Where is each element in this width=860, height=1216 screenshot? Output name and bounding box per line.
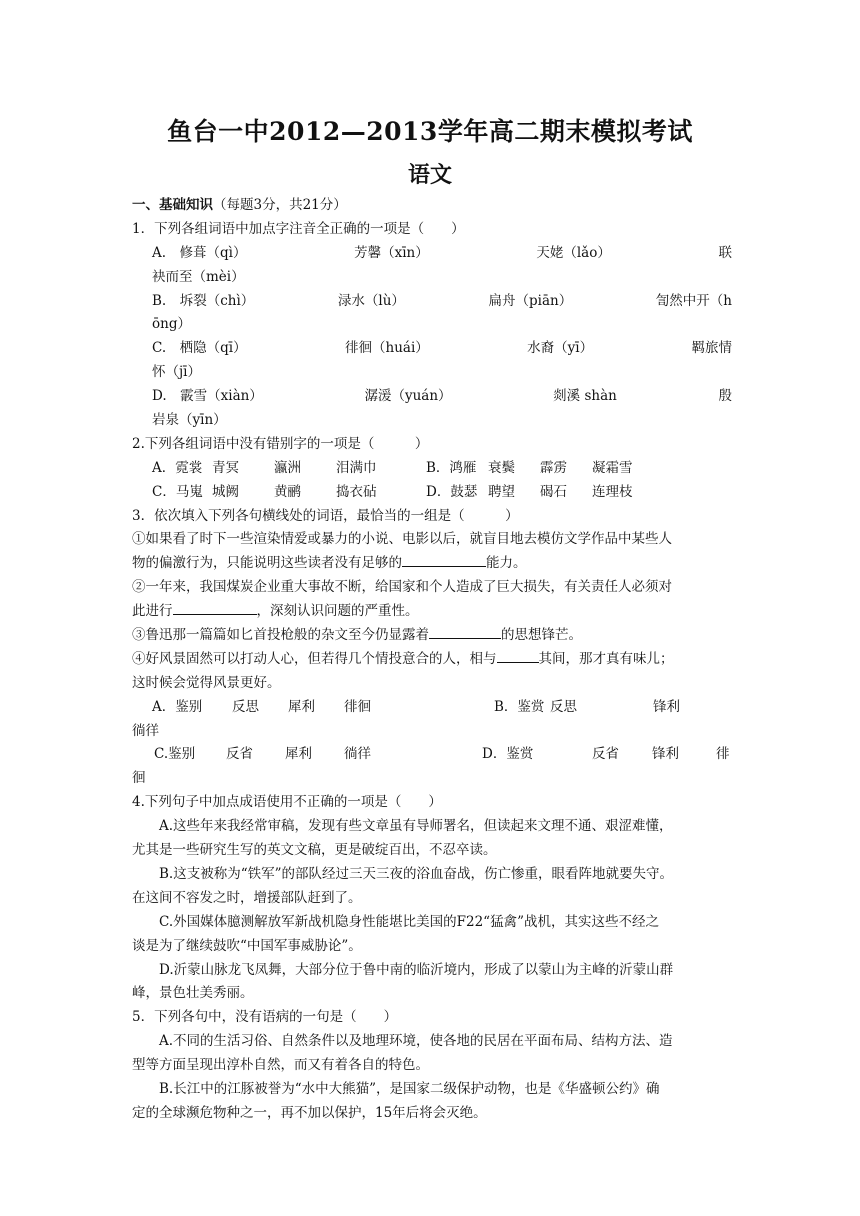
q1-option-d: D. 霰雪（xiàn） 潺湲（yuán） 剡溪 shàn 殷 bbox=[152, 388, 732, 405]
question-3-stem: 3．依次填入下列各句横线处的词语，最恰当的一组是（ ） bbox=[132, 507, 519, 524]
q3-options-cd-cont: 徊 bbox=[132, 770, 146, 787]
subject-title: 语文 bbox=[407, 162, 452, 188]
q1-option-c-cont: 怀（jī） bbox=[152, 364, 202, 381]
q1-option-a-cont: 袂而至（mèi） bbox=[152, 268, 245, 285]
fill-blank bbox=[429, 624, 501, 639]
q2-options-row-2: C．马嵬 城阙 黄鹂 捣衣砧 D．鼓瑟 聘望 碣石 连理枝 bbox=[152, 483, 633, 500]
q4-option-c-2: 谈是为了继续鼓吹“中国军事威胁论”。 bbox=[132, 937, 362, 954]
q3-sentence-3: ③鲁迅那一篇篇如匕首投枪般的杂文至今仍显露着 的思想锋芒。 bbox=[132, 624, 732, 648]
q4-option-c-1: C.外国媒体臆测解放军新战机隐身性能堪比美国的F22“猛禽”战机，其实这些不经之 bbox=[159, 913, 659, 930]
q1-option-c: C. 栖隐（qī） 徘徊（huái） 水裔（yī） 羁旅情 bbox=[152, 340, 732, 357]
section-points: （每题3分，共21分） bbox=[213, 197, 347, 213]
q1-option-b-cont: ōng） bbox=[152, 316, 191, 333]
q1-option-b: B. 坼裂（chì） 渌水（lù） 扁舟（piān） 訇然中开（h bbox=[152, 292, 732, 309]
section-heading bbox=[132, 194, 732, 218]
fill-blank bbox=[173, 600, 257, 615]
exam-body bbox=[132, 194, 732, 1126]
q3-sentence-1a: ①如果看了时下一些渲染情爱或暴力的小说、电影以后，就盲目地去模仿文学作品中某些人 bbox=[132, 531, 672, 548]
fill-blank bbox=[497, 648, 539, 663]
q5-option-b-2: 定的全球濒危物种之一，再不加以保护，15年后将会灭绝。 bbox=[132, 1104, 487, 1121]
q4-option-b-1: B.这支被称为“铁军”的部队经过三天三夜的浴血奋战，伤亡惨重，眼看阵地就要失守。 bbox=[159, 865, 674, 882]
q1-option-d-cont: 岩泉（yīn） bbox=[152, 412, 227, 429]
q4-option-d-2: 峰，景色壮美秀丽。 bbox=[132, 985, 254, 1002]
q4-option-b-2: 在这间不容发之时，增援部队赶到了。 bbox=[132, 889, 362, 906]
q3-options-ab-cont: 徜徉 bbox=[132, 722, 159, 739]
q3-sentence-2b: 此进行 ，深刻认识问题的严重性。 bbox=[132, 600, 732, 624]
q1-option-a: A. 修葺（qì） 芳馨（xīn） 天姥（lǎo） 联 bbox=[152, 244, 732, 261]
q4-option-a-2: 尤其是一些研究生写的英文文稿，更是破绽百出，不忍卒读。 bbox=[132, 842, 497, 859]
question-4-stem: 4.下列句子中加点成语使用不正确的一项是（ ） bbox=[132, 794, 442, 811]
q5-option-a-2: 型等方面呈现出淳朴自然，而又有着各自的特色。 bbox=[132, 1057, 429, 1074]
q3-sentence-2a: ②一年来，我国煤炭企业重大事故不断，给国家和个人造成了巨大损失，有关责任人必须对 bbox=[132, 579, 672, 596]
q4-option-a-1: A.这些年来我经常审稿，发现有些文章虽有导师署名，但读起来文理不通、艰涩难懂， bbox=[159, 818, 673, 835]
q2-options-row-1: A．霓裳 青冥 瀛洲 泪满巾 B．鸿雁 衰鬓 霹雳 凝霜雪 bbox=[152, 459, 633, 476]
section-title: 一、基础知识 bbox=[132, 197, 213, 213]
question-2-stem: 2.下列各组词语中没有错别字的一项是（ ） bbox=[132, 435, 429, 452]
q3-sentence-1b: 物的偏激行为，只能说明这些读者没有足够的 能力。 bbox=[132, 552, 732, 576]
q4-option-d-1: D.沂蒙山脉龙飞凤舞，大部分位于鲁中南的临沂境内，形成了以蒙山为主峰的沂蒙山群 bbox=[159, 961, 674, 978]
q3-options-ab: A．鉴别 反思 犀利 徘徊 B．鉴赏 反思 锋利 bbox=[152, 698, 680, 715]
q3-options-cd: C.鉴别 反省 犀利 徜徉 D．鉴赏 反省 锋利 徘 bbox=[154, 746, 730, 763]
question-5-stem: 5．下列各句中，没有语病的一句是（ ） bbox=[132, 1009, 398, 1026]
fill-blank bbox=[402, 552, 486, 567]
q3-sentence-4b: 这时候会觉得风景更好。 bbox=[132, 674, 281, 691]
q3-sentence-4a: ④好风景固然可以打动人心，但若得几个情投意合的人，相与 其间，那才真有味儿； bbox=[132, 648, 732, 672]
q5-option-b-1: B.长江中的江豚被誉为“水中大熊猫”，是国家二级保护动物，也是《华盛顿公约》确 bbox=[159, 1080, 660, 1097]
q5-option-a-1: A.不同的生活习俗、自然条件以及地理环境，使各地的民居在平面布局、结构方法、造 bbox=[159, 1033, 673, 1050]
exam-title: 鱼台一中2012—2013学年高二期末模拟考试 bbox=[167, 117, 693, 146]
question-1-stem: 1．下列各组词语中加点字注音全正确的一项是（ ） bbox=[132, 220, 465, 237]
